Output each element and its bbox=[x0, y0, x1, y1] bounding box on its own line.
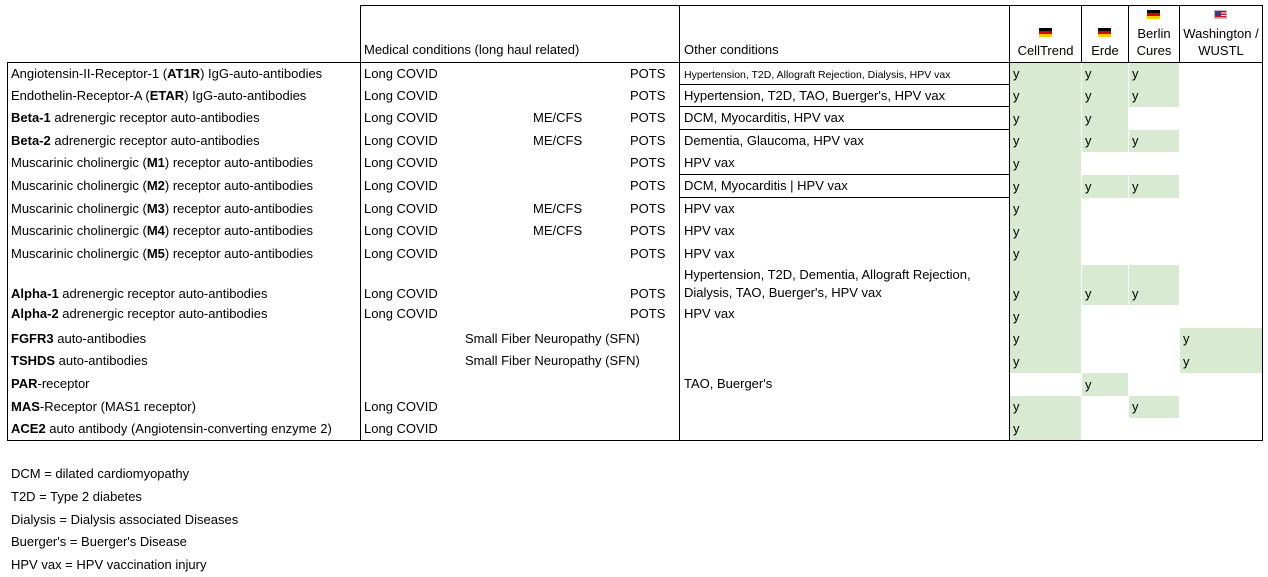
antibody-suffix: adrenergic receptor auto-antibodies bbox=[58, 286, 268, 301]
condition-pots: POTS bbox=[630, 246, 666, 261]
antibody-suffix: ) receptor auto-antibodies bbox=[164, 223, 314, 238]
antibody-key: MAS bbox=[11, 399, 40, 414]
legend-item: T2D = Type 2 diabetes bbox=[11, 489, 142, 504]
antibody-prefix: Muscarinic cholinergic ( bbox=[11, 246, 147, 261]
antibody-key: Alpha-2 bbox=[11, 306, 59, 321]
condition-pots: POTS bbox=[630, 223, 666, 238]
other-conditions: HPV vax bbox=[684, 201, 735, 216]
condition-me-cfs: ME/CFS bbox=[533, 201, 583, 216]
condition-pots: POTS bbox=[630, 286, 666, 301]
antibody-suffix: ) receptor auto-antibodies bbox=[164, 155, 314, 170]
condition-long-covid: Long COVID bbox=[364, 306, 438, 321]
antibody-key: Beta-2 bbox=[11, 133, 51, 148]
de-flag-icon bbox=[1039, 28, 1052, 37]
lab-mark-berlin: y bbox=[1132, 179, 1139, 194]
antibody-name bbox=[11, 376, 90, 392]
lab-mark-ct: y bbox=[1013, 224, 1020, 239]
lab-cell-wustl bbox=[1180, 350, 1262, 373]
antibody-key: FGFR3 bbox=[11, 331, 54, 346]
antibody-suffix: ) receptor auto-antibodies bbox=[164, 178, 314, 193]
header-lab-washington-text: Washington / WUSTL bbox=[1183, 26, 1259, 58]
lab-cell-ct bbox=[1010, 175, 1081, 198]
antibody-name bbox=[11, 133, 260, 149]
lab-cell-ct bbox=[1010, 350, 1081, 373]
condition-long-covid: Long COVID bbox=[364, 421, 438, 436]
lab-cell-ct bbox=[1010, 243, 1081, 265]
other-conditions: HPV vax bbox=[684, 223, 735, 238]
de-flag-icon bbox=[1098, 28, 1111, 37]
other-row-separator bbox=[679, 84, 1009, 85]
condition-long-covid: Long COVID bbox=[364, 286, 438, 301]
antibody-key: PAR bbox=[11, 376, 38, 391]
condition-sfn: Small Fiber Neuropathy (SFN) bbox=[465, 353, 640, 368]
lab-mark-berlin: y bbox=[1132, 399, 1139, 414]
antibody-key: Beta-1 bbox=[11, 110, 51, 125]
antibody-prefix: Muscarinic cholinergic ( bbox=[11, 178, 147, 193]
condition-long-covid: Long COVID bbox=[364, 88, 438, 103]
lab-mark-wustl: y bbox=[1183, 331, 1190, 346]
lab-cell-ct bbox=[1010, 265, 1081, 305]
header-medical-conditions: Medical conditions (long haul related) bbox=[364, 42, 580, 57]
condition-long-covid: Long COVID bbox=[364, 133, 438, 148]
lab-mark-berlin: y bbox=[1132, 66, 1139, 81]
other-conditions: Hypertension, T2D, TAO, Buerger's, HPV vax bbox=[684, 88, 946, 103]
condition-long-covid: Long COVID bbox=[364, 110, 438, 125]
lab-mark-ct: y bbox=[1013, 354, 1020, 369]
condition-pots: POTS bbox=[630, 306, 666, 321]
condition-long-covid: Long COVID bbox=[364, 399, 438, 414]
antibody-name bbox=[11, 306, 268, 322]
antibody-prefix: Muscarinic cholinergic ( bbox=[11, 155, 147, 170]
lab-cell-ct bbox=[1010, 152, 1081, 175]
antibody-suffix: adrenergic receptor auto-antibodies bbox=[50, 133, 260, 148]
condition-pots: POTS bbox=[630, 201, 666, 216]
other-conditions: DCM, Myocarditis, HPV vax bbox=[684, 110, 845, 125]
antibody-key: TSHDS bbox=[11, 353, 56, 368]
antibody-prefix: Endothelin-Receptor-A ( bbox=[11, 88, 150, 103]
other-conditions: Dementia, Glaucoma, HPV vax bbox=[684, 133, 864, 148]
lab-mark-erde: y bbox=[1085, 377, 1092, 392]
legend-item: HPV vax = HPV vaccination injury bbox=[11, 557, 207, 572]
antibody-name bbox=[11, 286, 268, 302]
col-divider-other bbox=[679, 5, 680, 441]
lab-mark-ct: y bbox=[1013, 201, 1020, 216]
other-conditions: TAO, Buerger's bbox=[684, 376, 773, 391]
antibody-key: ACE2 bbox=[11, 421, 46, 436]
antibody-key: M1 bbox=[146, 155, 165, 170]
antibody-name bbox=[11, 88, 306, 104]
condition-long-covid: Long COVID bbox=[364, 155, 438, 170]
header-lab-berlin-cures-text: Berlin Cures bbox=[1136, 26, 1172, 58]
lab-mark-ct: y bbox=[1013, 246, 1020, 261]
lab-cell-ct bbox=[1010, 85, 1081, 107]
condition-pots: POTS bbox=[630, 178, 666, 193]
condition-me-cfs: ME/CFS bbox=[533, 110, 583, 125]
other-conditions: HPV vax bbox=[684, 246, 735, 261]
antibody-suffix: auto-antibodies bbox=[53, 331, 147, 346]
condition-long-covid: Long COVID bbox=[364, 223, 438, 238]
lab-cell-ct bbox=[1010, 418, 1081, 440]
antibody-key: M4 bbox=[146, 223, 165, 238]
lab-cell-ct bbox=[1010, 198, 1081, 220]
lab-cell-ct bbox=[1010, 130, 1081, 152]
table-left-border bbox=[7, 62, 8, 441]
legend-item: DCM = dilated cardiomyopathy bbox=[11, 466, 190, 481]
antibody-name bbox=[11, 246, 313, 262]
other-conditions: Hypertension, T2D, Dementia, Allograft Rejection, bbox=[684, 267, 971, 282]
antibody-name bbox=[11, 178, 313, 194]
condition-pots: POTS bbox=[630, 66, 666, 81]
antibody-suffix: ) receptor auto-antibodies bbox=[164, 246, 314, 261]
antibody-key: Alpha-1 bbox=[11, 286, 59, 301]
col-divider-medical bbox=[360, 5, 361, 441]
lab-mark-ct: y bbox=[1013, 399, 1020, 414]
header-lab-washington bbox=[1180, 25, 1262, 59]
legend-item: Buerger's = Buerger's Disease bbox=[11, 534, 187, 549]
lab-mark-erde: y bbox=[1085, 111, 1092, 126]
lab-mark-berlin: y bbox=[1132, 133, 1139, 148]
antibody-suffix: adrenergic receptor auto-antibodies bbox=[58, 306, 268, 321]
header-lab-celltrend: CellTrend bbox=[1017, 43, 1074, 58]
lab-mark-ct: y bbox=[1013, 66, 1020, 81]
de-flag-icon bbox=[1147, 10, 1160, 19]
condition-me-cfs: ME/CFS bbox=[533, 223, 583, 238]
lab-cell-ct bbox=[1010, 107, 1081, 130]
antibody-name bbox=[11, 66, 322, 82]
lab-cell-ct bbox=[1010, 328, 1081, 350]
lab-mark-ct: y bbox=[1013, 331, 1020, 346]
header-other-conditions: Other conditions bbox=[684, 42, 779, 57]
lab-cell-ct bbox=[1010, 63, 1081, 85]
lab-mark-ct: y bbox=[1013, 111, 1020, 126]
antibody-suffix: ) IgG-auto-antibodies bbox=[184, 88, 307, 103]
antibody-key: ETAR bbox=[149, 88, 185, 103]
lab-cell-wustl bbox=[1180, 328, 1262, 350]
condition-me-cfs: ME/CFS bbox=[533, 133, 583, 148]
lab-mark-ct: y bbox=[1013, 309, 1020, 324]
antibody-key: M5 bbox=[146, 246, 165, 261]
lab-cell-ct bbox=[1010, 396, 1081, 418]
other-conditions: Hypertension, T2D, Allograft Rejection, Dialysis, HPV vax bbox=[684, 69, 951, 81]
lab-mark-erde: y bbox=[1085, 179, 1092, 194]
other-row-separator bbox=[679, 106, 1009, 107]
lab-mark-ct: y bbox=[1013, 286, 1020, 301]
condition-pots: POTS bbox=[630, 88, 666, 103]
legend-item: Dialysis = Dialysis associated Diseases bbox=[11, 512, 239, 527]
other-conditions-cont: Dialysis, TAO, Buerger's, HPV vax bbox=[684, 285, 882, 300]
lab-cell-ct bbox=[1010, 305, 1081, 328]
lab-mark-erde: y bbox=[1085, 133, 1092, 148]
antibody-name bbox=[11, 331, 146, 347]
antibody-suffix: auto antibody (Angiotensin-converting enzyme 2) bbox=[45, 421, 332, 436]
antibody-suffix: adrenergic receptor auto-antibodies bbox=[50, 110, 260, 125]
condition-long-covid: Long COVID bbox=[364, 178, 438, 193]
condition-pots: POTS bbox=[630, 133, 666, 148]
antibody-suffix: -Receptor (MAS1 receptor) bbox=[39, 399, 196, 414]
antibody-name bbox=[11, 223, 313, 239]
antibody-key: AT1R bbox=[167, 66, 201, 81]
antibody-name bbox=[11, 110, 260, 126]
lab-mark-ct: y bbox=[1013, 133, 1020, 148]
condition-pots: POTS bbox=[630, 155, 666, 170]
antibody-name bbox=[11, 155, 313, 171]
antibody-suffix: auto-antibodies bbox=[55, 353, 148, 368]
antibody-name bbox=[11, 353, 148, 369]
other-row-separator bbox=[679, 197, 1009, 198]
antibody-name bbox=[11, 399, 196, 415]
other-conditions: HPV vax bbox=[684, 155, 735, 170]
antibody-key: M3 bbox=[146, 201, 165, 216]
antibody-name bbox=[11, 421, 332, 437]
antibody-suffix: ) receptor auto-antibodies bbox=[164, 201, 314, 216]
other-row-separator bbox=[679, 174, 1009, 175]
antibody-prefix: Muscarinic cholinergic ( bbox=[11, 201, 147, 216]
lab-mark-ct: y bbox=[1013, 156, 1020, 171]
antibody-suffix: ) IgG-auto-antibodies bbox=[200, 66, 323, 81]
lab-mark-ct: y bbox=[1013, 179, 1020, 194]
condition-long-covid: Long COVID bbox=[364, 246, 438, 261]
table-bottom-border bbox=[7, 440, 1263, 441]
antibody-prefix: Angiotensin-II-Receptor-1 ( bbox=[11, 66, 168, 81]
condition-long-covid: Long COVID bbox=[364, 66, 438, 81]
condition-pots: POTS bbox=[630, 110, 666, 125]
antibody-key: M2 bbox=[146, 178, 165, 193]
table-right-border bbox=[1262, 5, 1263, 441]
lab-mark-erde: y bbox=[1085, 286, 1092, 301]
lab-mark-erde: y bbox=[1085, 66, 1092, 81]
other-conditions: DCM, Myocarditis | HPV vax bbox=[684, 178, 848, 193]
antibody-prefix: Muscarinic cholinergic ( bbox=[11, 223, 147, 238]
lab-mark-wustl: y bbox=[1183, 354, 1190, 369]
other-conditions: HPV vax bbox=[684, 306, 735, 321]
lab-mark-berlin: y bbox=[1132, 88, 1139, 103]
condition-sfn: Small Fiber Neuropathy (SFN) bbox=[465, 331, 640, 346]
lab-mark-ct: y bbox=[1013, 421, 1020, 436]
other-row-separator bbox=[679, 129, 1009, 130]
antibody-suffix: -receptor bbox=[37, 376, 90, 391]
lab-mark-ct: y bbox=[1013, 88, 1020, 103]
lab-mark-erde: y bbox=[1085, 88, 1092, 103]
header-lab-berlin-cures bbox=[1129, 25, 1179, 59]
header-lab-erde: Erde bbox=[1091, 43, 1119, 58]
lab-mark-berlin: y bbox=[1132, 286, 1139, 301]
antibody-name bbox=[11, 201, 313, 217]
us-flag-icon bbox=[1214, 10, 1227, 19]
condition-long-covid: Long COVID bbox=[364, 201, 438, 216]
lab-cell-ct bbox=[1010, 220, 1081, 243]
